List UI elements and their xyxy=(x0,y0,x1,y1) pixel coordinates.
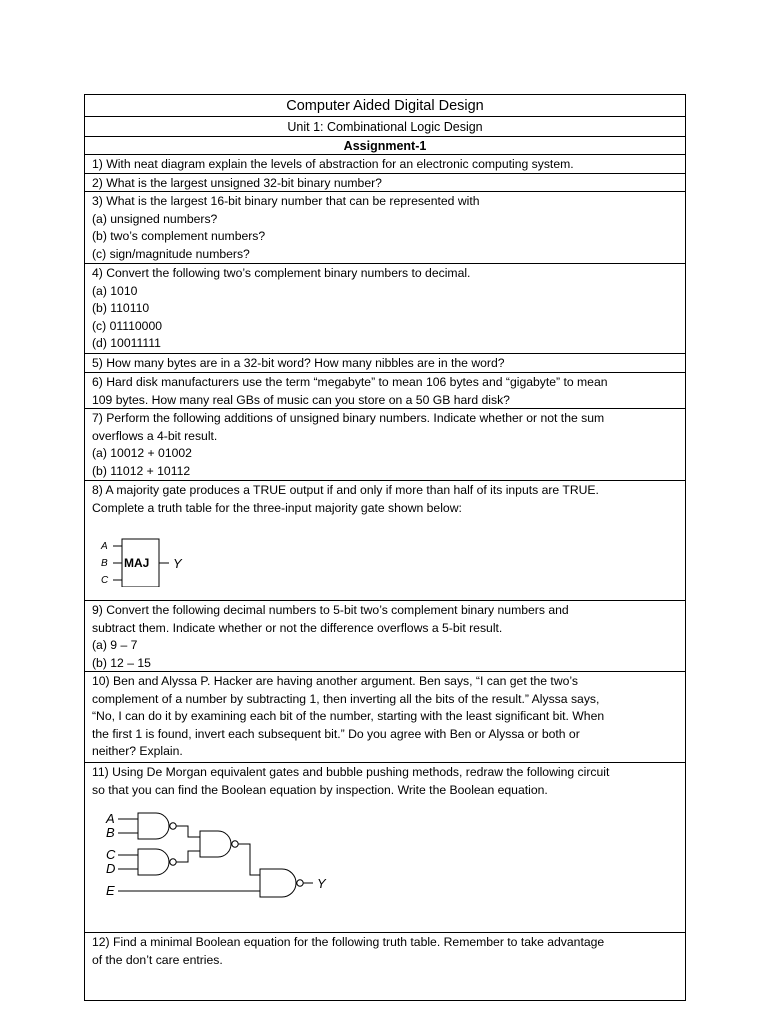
gate-3-bubble xyxy=(232,841,238,847)
course-title xyxy=(84,94,686,116)
circuit-input-a: A xyxy=(106,811,115,827)
question-6-line-2: 109 bytes. How many real GBs of music can you store on a 50 GB hard disk? xyxy=(92,392,510,407)
gate-3-body xyxy=(200,831,231,857)
question-7-part-b: (b) 11012 + 10112 xyxy=(92,463,191,478)
nand-circuit-figure xyxy=(92,799,342,919)
question-2 xyxy=(84,173,686,191)
question-6-line-1: 6) Hard disk manufacturers use the term “megabyte” to mean 106 bytes and “gigabyte” to mean xyxy=(92,375,608,389)
question-10-line-1: 10) Ben and Alyssa P. Hacker are having another argument. Ben says, “I can get the two’s xyxy=(92,674,578,688)
circuit-input-c: C xyxy=(106,847,116,863)
question-9-part-a: (a) 9 – 7 xyxy=(92,638,138,653)
question-4-part-a: (a) 1010 xyxy=(92,283,138,298)
course-title-text: Computer Aided Digital Design xyxy=(286,98,484,114)
unit-heading-text: Unit 1: Combinational Logic Design xyxy=(287,120,483,134)
majority-gate-figure xyxy=(92,517,202,587)
question-5 xyxy=(84,353,686,372)
wire-g2-g3 xyxy=(176,851,200,862)
question-11-line-2: so that you can find the Boolean equation by inspection. Write the Boolean equation. xyxy=(92,782,548,797)
question-1-text: 1) With neat diagram explain the levels of abstraction for an electronic computing system. xyxy=(92,157,574,171)
wire-g1-g3 xyxy=(176,826,200,837)
question-10-line-4: the first 1 is found, invert each subsequent bit.” Do you agree with Ben or Alyssa or both or xyxy=(92,726,580,741)
question-10 xyxy=(84,671,686,762)
gate-2-body xyxy=(138,849,169,875)
question-2-text: 2) What is the largest unsigned 32-bit binary number? xyxy=(92,176,382,190)
question-12 xyxy=(84,932,686,1001)
question-4 xyxy=(84,263,686,353)
question-3-part-b: (b) two’s complement numbers? xyxy=(92,229,266,244)
question-5-text: 5) How many bytes are in a 32-bit word? How many nibbles are in the word? xyxy=(92,356,505,370)
question-3-part-c: (c) sign/magnitude numbers? xyxy=(92,246,250,261)
question-12-line-1: 12) Find a minimal Boolean equation for the following truth table. Remember to take advantage xyxy=(92,935,605,949)
question-8-line-1: 8) A majority gate produces a TRUE output if and only if more than half of its inputs are TRUE. xyxy=(92,483,599,497)
gate-2-bubble xyxy=(170,859,176,865)
question-10-line-2: complement of a number by subtracting 1, then inverting all the bits of the result.” Alyssa says, xyxy=(92,691,600,706)
question-4-part-d: (d) 10011111 xyxy=(92,336,161,351)
assignment-table xyxy=(84,94,686,1001)
circuit-output-y: Y xyxy=(317,876,326,892)
question-9 xyxy=(84,600,686,671)
gate-1-body xyxy=(138,813,169,839)
wire-g3-g4 xyxy=(238,844,260,875)
question-12-line-2: of the don’t care entries. xyxy=(92,952,223,967)
maj-input-a: A xyxy=(101,541,108,553)
gate-4-bubble xyxy=(297,880,303,886)
maj-input-c: C xyxy=(101,575,109,587)
question-10-line-5: neither? Explain. xyxy=(92,744,183,759)
question-7-line-1: 7) Perform the following additions of unsigned binary numbers. Indicate whether or not the sum xyxy=(92,411,605,425)
question-7-part-a: (a) 10012 + 01002 xyxy=(92,446,192,461)
assignment-heading xyxy=(84,136,686,154)
maj-input-b: B xyxy=(101,558,108,570)
question-7 xyxy=(84,408,686,480)
question-4-part-c: (c) 01110000 xyxy=(92,318,163,333)
question-9-line-2: subtract them. Indicate whether or not the difference overflows a 5-bit result. xyxy=(92,620,503,635)
assignment-heading-text: Assignment-1 xyxy=(343,139,427,153)
circuit-input-d: D xyxy=(106,861,116,877)
question-1 xyxy=(84,154,686,173)
question-9-line-1: 9) Convert the following decimal numbers to 5-bit two’s complement binary numbers and xyxy=(92,603,569,617)
gate-1-bubble xyxy=(170,823,176,829)
gate-4-body xyxy=(260,869,296,897)
question-6 xyxy=(84,372,686,408)
question-8 xyxy=(84,480,686,600)
question-10-line-3: “No, I can do it by examining each bit of the number, starting with the least significant bit. When xyxy=(92,709,605,724)
question-3-part-a: (a) unsigned numbers? xyxy=(92,211,218,226)
unit-heading xyxy=(84,116,686,136)
circuit-input-e: E xyxy=(106,883,115,899)
maj-output-y: Y xyxy=(173,556,182,572)
circuit-input-b: B xyxy=(106,825,115,841)
question-9-part-b: (b) 12 – 15 xyxy=(92,655,151,670)
question-7-line-2: overflows a 4-bit result. xyxy=(92,428,218,443)
question-4-stem: 4) Convert the following two’s complement binary numbers to decimal. xyxy=(92,266,471,280)
question-3 xyxy=(84,191,686,263)
question-11-line-1: 11) Using De Morgan equivalent gates and bubble pushing methods, redraw the following circuit xyxy=(92,765,610,779)
question-8-line-2: Complete a truth table for the three-input majority gate shown below: xyxy=(92,500,462,515)
maj-gate-label: MAJ xyxy=(124,556,150,571)
question-3-stem: 3) What is the largest 16-bit binary number that can be represented with xyxy=(92,194,480,208)
question-4-part-b: (b) 110110 xyxy=(92,301,150,316)
question-11 xyxy=(84,762,686,932)
